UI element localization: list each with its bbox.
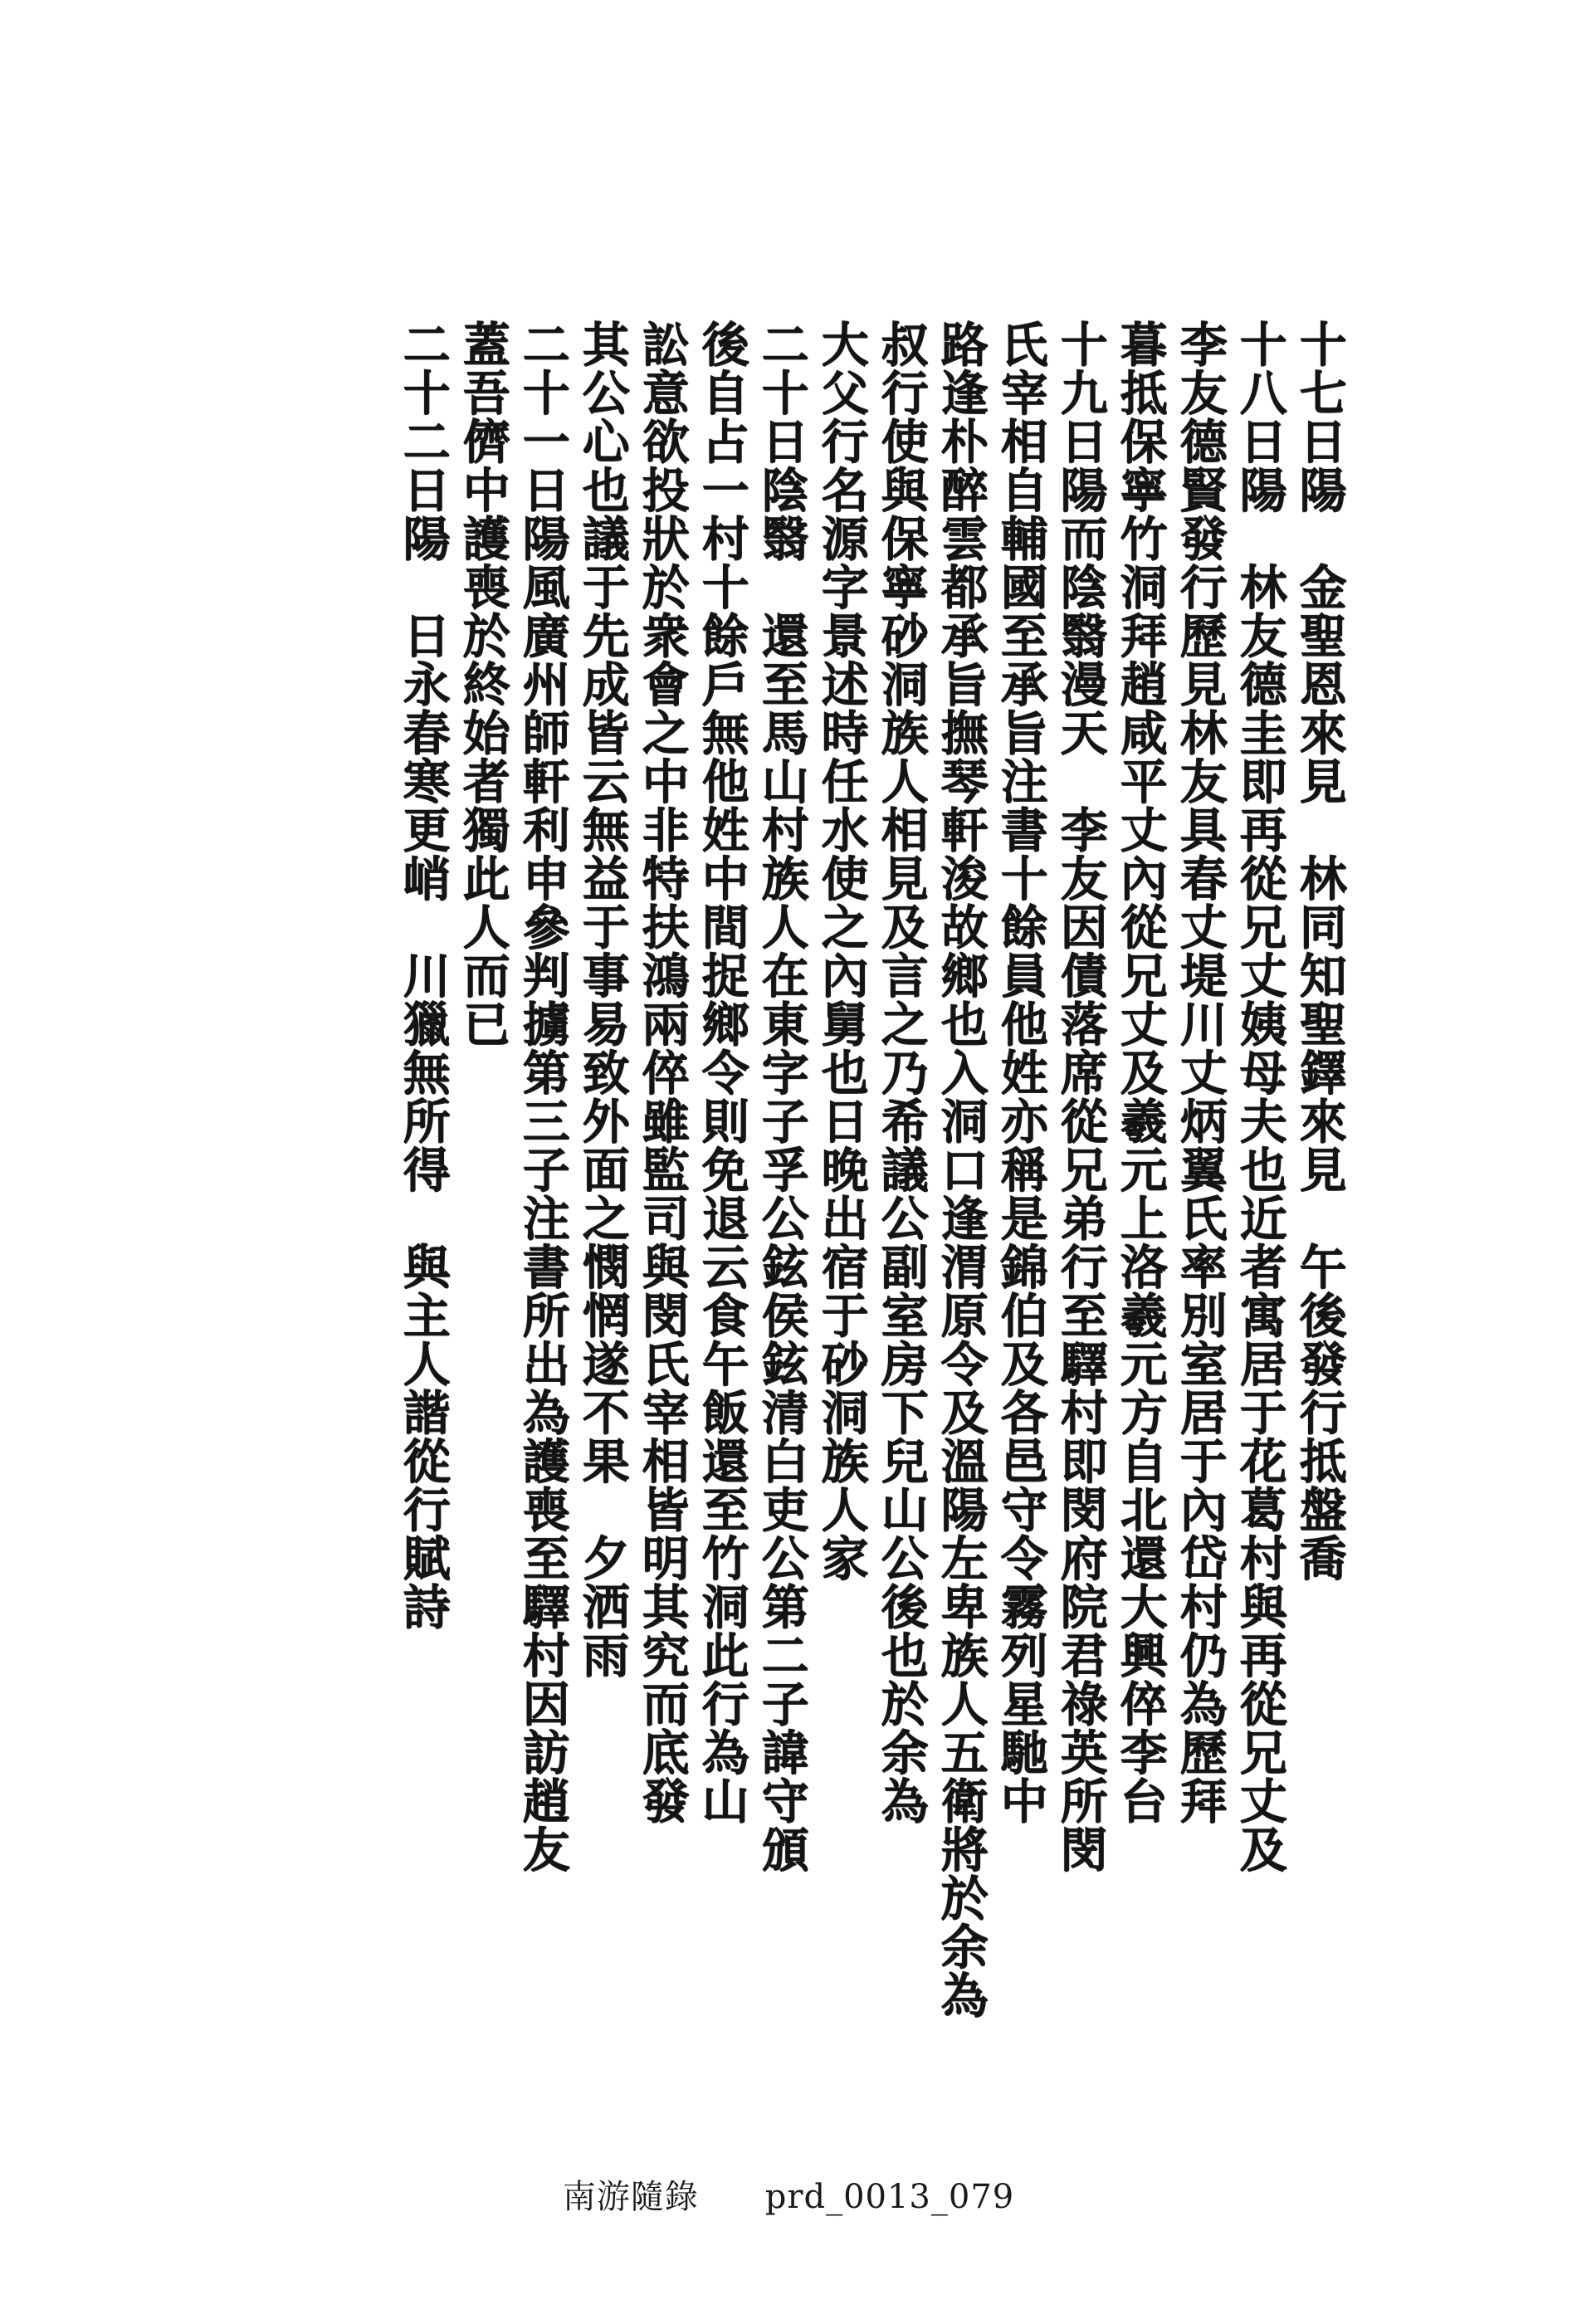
book-title: 南游隨錄 bbox=[562, 2178, 699, 2216]
text-column-9: 大父行名源字景述時任水使之內舅也日晚出宿于砂洞族人家 bbox=[813, 320, 869, 1582]
text-column-6: 氏宰相自輔國至承旨注書十餘員他姓亦稱是錦伯及各邑守令霧列星馳中 bbox=[993, 320, 1048, 1825]
text-column-3: 李友德賢發行歷見林友具春丈堤川丈炳翼氏率別室居于內岱村仍為歷拜 bbox=[1172, 320, 1228, 1825]
text-column-5: 十九日陽而陰翳漫天 李友因債落席從兄弟行至驛村即閔府院君祿英所閔 bbox=[1052, 320, 1108, 1873]
text-column-4: 暮抵保寧竹洞拜趙咸平丈內從兄丈及羲元上洛羲元方自北還大興倅李台 bbox=[1112, 320, 1168, 1825]
text-column-7: 路逢朴醉雲都承旨撫琴軒浚故鄉也入洞口逢渭原令及溫陽左卑族人五衛將於余為 bbox=[933, 320, 989, 2019]
text-column-13: 其公心也議于先成皆云無益于事易致外面之憫惘遂不果 夕洒雨 bbox=[574, 320, 630, 1679]
text-column-10: 二十日陰翳 還至馬山村族人在東字子孚公鉉侯鉉清白吏公第二子諱守頒 bbox=[754, 320, 809, 1873]
page-footer bbox=[0, 2170, 1577, 2218]
text-column-12: 訟意欲投狀於衆會之中非特扶鴻兩倅雖監司與閔氏宰相皆明其究而底發 bbox=[634, 320, 690, 1825]
text-column-11: 後自占一村十餘戶無他姓中間捉鄉令則免退云食午飯還至竹洞此行為山 bbox=[694, 320, 749, 1825]
text-column-14: 二十一日陽風廣州師軒利申參判擄第三子注書所出為護喪至驛村因訪趙友 bbox=[515, 320, 570, 1873]
page-id: prd_0013_079 bbox=[764, 2178, 1015, 2216]
text-column-16: 二十二日陽 日永春寒更峭 川獵無所得 與主人諧從行賦詩 bbox=[395, 320, 451, 1631]
text-column-15: 蓋吾儕中護喪於終始者獨此人而已 bbox=[455, 320, 510, 1048]
text-column-8: 叔行使與保寧砂洞族人相見及言之乃希議公副室房下兒山公後也於余為 bbox=[873, 320, 929, 1825]
text-column-2: 十八日陽 林友德圭即再從兄丈姨母夫也近者寓居于花葛村與再從兄丈及 bbox=[1232, 320, 1287, 1873]
vertical-text-block bbox=[237, 320, 1349, 2046]
text-column-1: 十七日陽 金聖恩來見 林同知聖鐸來見 午後發行抵盤喬 bbox=[1291, 320, 1347, 1582]
